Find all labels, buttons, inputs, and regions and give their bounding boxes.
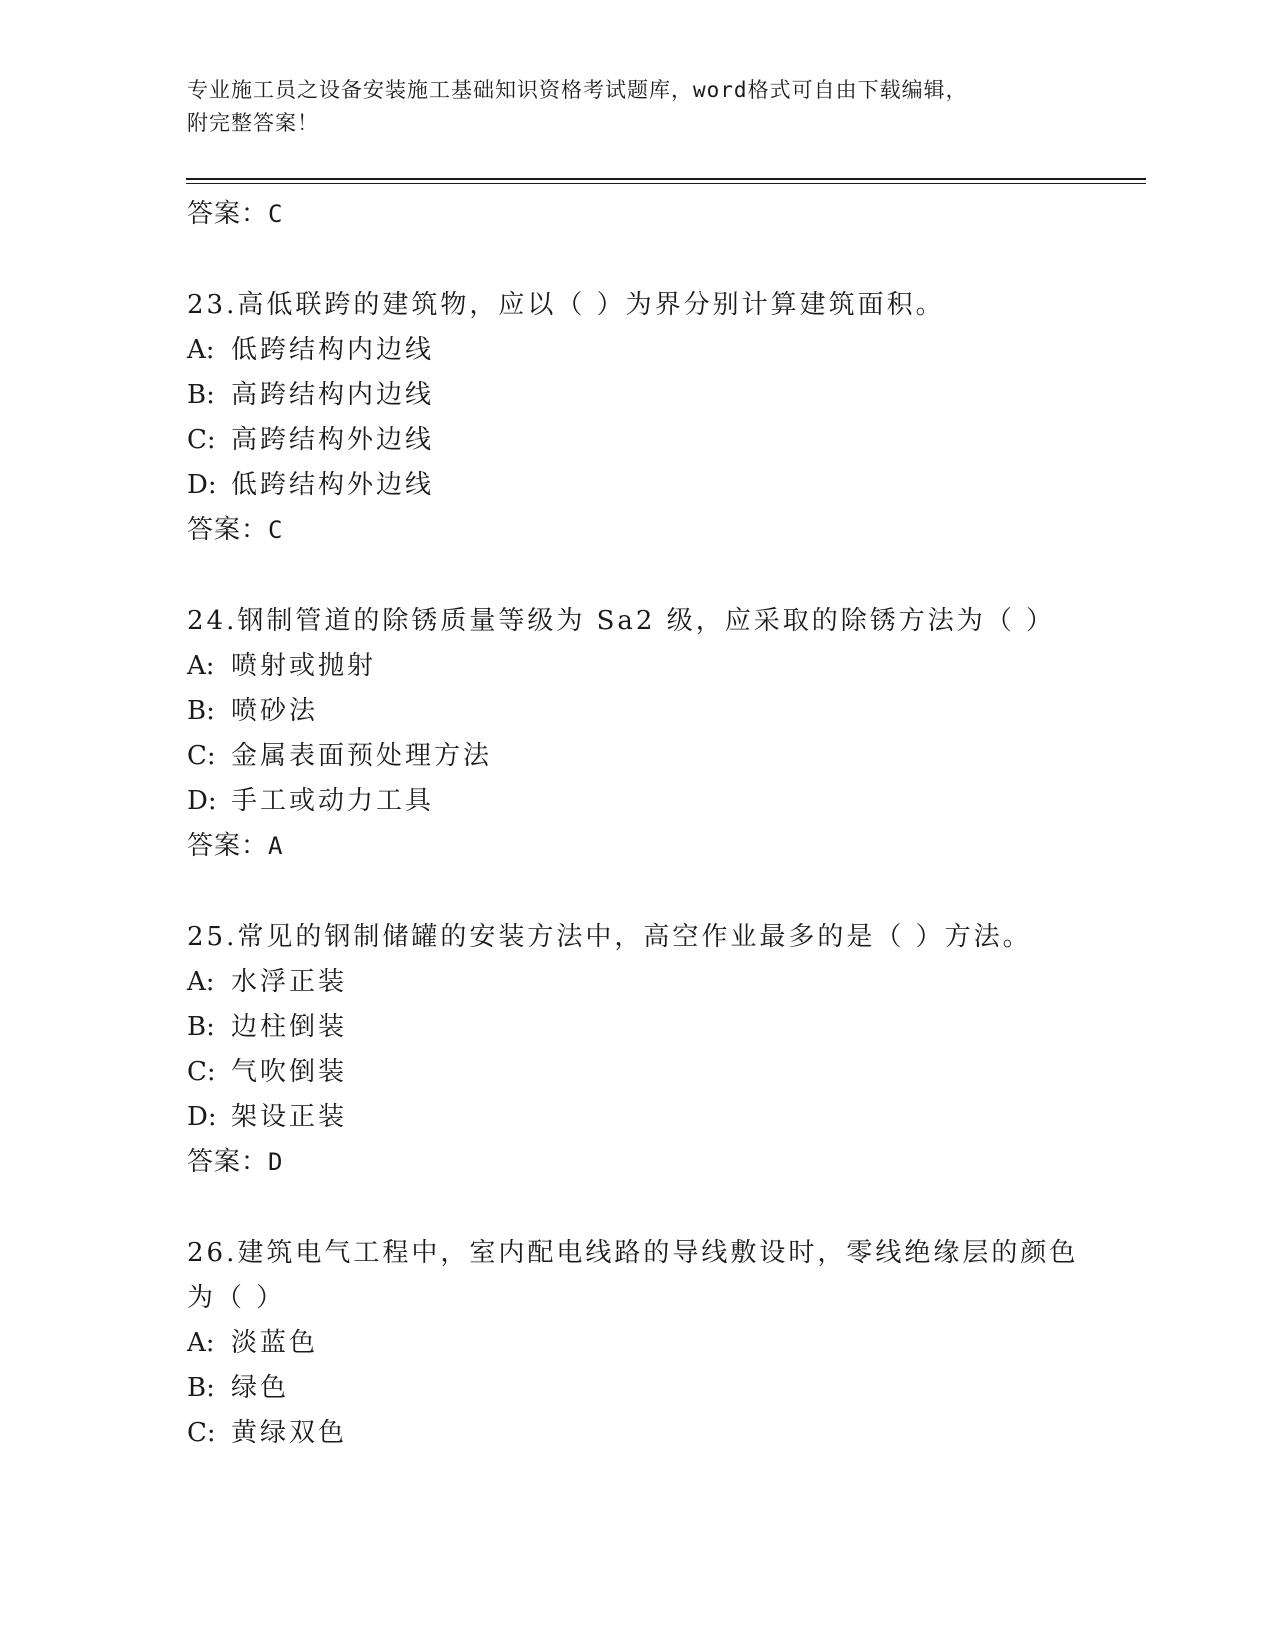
question-23 (187, 283, 1087, 328)
option-letter: C: (187, 1057, 216, 1087)
question-stem: 钢制管道的除锈质量等级为 Sa2 级，应采取的除锈方法为（ ） (237, 606, 1056, 636)
answer-value: C (268, 200, 284, 228)
option-text: 低跨结构内边线 (231, 335, 435, 365)
answer-line (187, 1140, 1087, 1185)
option-text: 气吹倒装 (231, 1057, 348, 1087)
option-letter: B: (187, 696, 215, 726)
question-text-continued: 为（ ） (187, 1283, 286, 1313)
option-c (187, 734, 1087, 779)
question-number: 23. (187, 290, 238, 320)
option-text: 架设正装 (231, 1102, 348, 1132)
option-text: 喷射或抛射 (231, 651, 377, 681)
option-text: 喷砂法 (231, 696, 319, 726)
question-number: 25. (187, 922, 238, 952)
option-b (187, 1005, 1087, 1050)
option-text: 高跨结构内边线 (231, 380, 435, 410)
question-text (187, 915, 1087, 960)
answer-label: 答案： (187, 199, 269, 229)
option-a (187, 1321, 1087, 1366)
option-a (187, 328, 1087, 373)
answer-value: C (268, 516, 284, 544)
option-d (187, 779, 1087, 824)
option-text: 手工或动力工具 (231, 786, 435, 816)
option-letter: B: (187, 380, 215, 410)
option-d (187, 1095, 1087, 1140)
question-number: 26. (187, 1238, 238, 1268)
answer-line (187, 824, 1087, 869)
question-number: 24. (187, 606, 238, 636)
option-b (187, 689, 1087, 734)
question-26 (187, 1231, 1087, 1321)
header-line-1: 专业施工员之设备安装施工基础知识资格考试题库，word格式可自由下载编辑， (187, 78, 968, 102)
option-d (187, 463, 1087, 508)
option-text: 低跨结构外边线 (231, 470, 435, 500)
option-letter: C: (187, 741, 216, 771)
header-divider-thick (186, 178, 1146, 180)
option-letter: D: (187, 786, 217, 816)
answer-label: 答案： (187, 515, 269, 545)
question-stem: 建筑电气工程中，室内配电线路的导线敷设时，零线绝缘层的颜色 (237, 1238, 1079, 1268)
option-letter: D: (187, 1102, 217, 1132)
option-letter: A: (187, 1328, 215, 1358)
answer-value: A (268, 832, 284, 860)
option-text: 高跨结构外边线 (231, 425, 435, 455)
option-text: 淡蓝色 (231, 1328, 319, 1358)
option-text: 绿色 (231, 1373, 290, 1403)
option-text: 金属表面预处理方法 (231, 741, 493, 771)
option-letter: A: (187, 967, 215, 997)
option-a (187, 960, 1087, 1005)
question-stem: 高低联跨的建筑物，应以（ ）为界分别计算建筑面积。 (237, 290, 945, 320)
option-letter: C: (187, 425, 216, 455)
option-c (187, 1050, 1087, 1095)
option-letter: C: (187, 1418, 216, 1448)
answer-label: 答案： (187, 831, 269, 861)
option-c (187, 1411, 1087, 1456)
option-letter: A: (187, 335, 215, 365)
answer-line (187, 192, 1087, 237)
header-divider-thin (186, 183, 1146, 184)
answer-value: D (268, 1148, 284, 1176)
option-a (187, 644, 1087, 689)
document-header (187, 74, 1087, 140)
option-text: 水浮正装 (231, 967, 348, 997)
question-stem: 常见的钢制储罐的安装方法中，高空作业最多的是（ ）方法。 (237, 922, 1032, 952)
option-text: 黄绿双色 (231, 1418, 348, 1448)
option-letter: B: (187, 1373, 215, 1403)
question-25 (187, 915, 1087, 960)
option-c (187, 418, 1087, 463)
answer-label: 答案： (187, 1147, 269, 1177)
option-b (187, 373, 1087, 418)
option-letter: A: (187, 651, 215, 681)
question-text (187, 283, 1087, 328)
answer-line (187, 508, 1087, 553)
option-b (187, 1366, 1087, 1411)
option-letter: B: (187, 1012, 215, 1042)
option-letter: D: (187, 470, 217, 500)
question-list (187, 192, 1087, 1456)
question-text (187, 1231, 1087, 1276)
question-24 (187, 599, 1087, 644)
option-text: 边柱倒装 (231, 1012, 348, 1042)
header-line-2: 附完整答案！ (187, 111, 319, 135)
question-text (187, 599, 1087, 644)
